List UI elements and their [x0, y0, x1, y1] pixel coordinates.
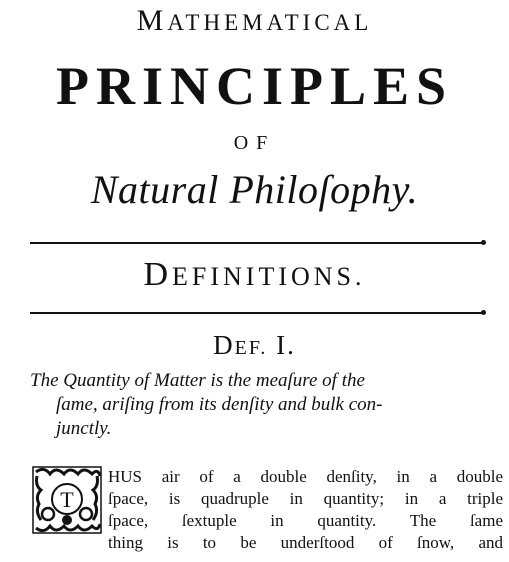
title-line-mathematical	[0, 4, 509, 38]
definition-text-line-2: ſame, ariſing from its denſity and bulk con-	[56, 394, 383, 415]
section-rest: EFINITIONS.	[172, 262, 366, 291]
body-line-2: ſpace, is quadruple in quantity; in a triple	[108, 489, 503, 508]
definition-abbrev: EF.	[234, 337, 268, 359]
horizontal-rule-bottom	[30, 312, 482, 314]
body-line-3: ſpace, ſextuple in quantity. The ſame	[108, 511, 503, 530]
title-line-principles: PRINCIPLES	[55, 56, 454, 116]
horizontal-rule-top	[30, 242, 482, 244]
definition-text-line-3: junctly.	[56, 418, 112, 439]
definition-initial: D	[213, 330, 235, 360]
definition-number: I.	[276, 330, 296, 360]
dropcap-letter: T	[60, 487, 74, 512]
body-line-4: thing is to be underſtood of ſnow, and	[108, 533, 503, 552]
body-line-1: HUS air of a double denſity, in a double	[108, 467, 503, 486]
section-initial: D	[143, 256, 173, 293]
title-line-of: OF	[233, 132, 276, 154]
definition-heading	[0, 330, 509, 361]
ornament-icon	[32, 466, 102, 534]
definition-text-line-1: The Quantity of Matter is the meaſure of the	[30, 370, 365, 391]
title-initial-m: M	[136, 4, 168, 37]
section-heading-definitions	[0, 256, 509, 294]
decorative-dropcap	[32, 466, 102, 534]
title-rest-athematical: ATHEMATICAL	[167, 10, 373, 35]
title-line-natural-philosophy: Natural Philoſophy.	[90, 167, 419, 212]
